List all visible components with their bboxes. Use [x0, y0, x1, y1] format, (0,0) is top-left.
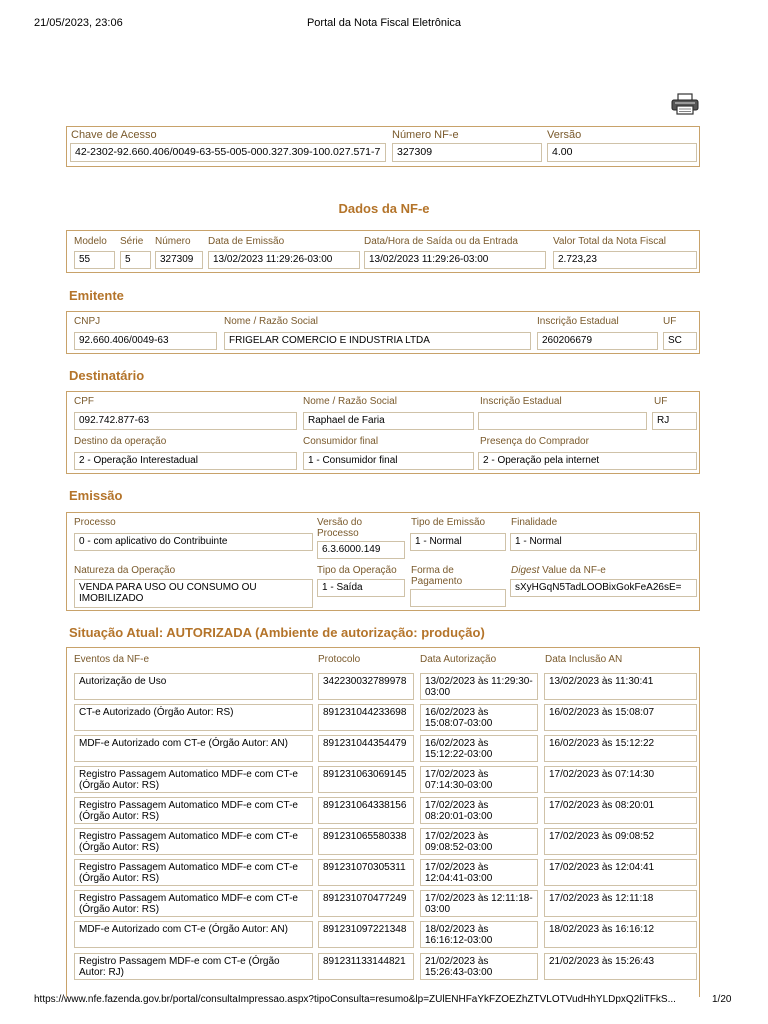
versao-processo-value: 6.3.6000.149	[317, 541, 405, 559]
dados-box	[66, 230, 700, 273]
cpf-value: 092.742.877-63	[74, 412, 297, 430]
cpf-label: CPF	[74, 396, 94, 407]
emitente-box	[66, 311, 700, 354]
digest-label-rest: Value da NF-e	[539, 565, 606, 576]
emissao-value: 13/02/2023 11:29:26-03:00	[208, 251, 360, 269]
header-eventos: Eventos da NF-e	[74, 654, 150, 665]
tipo-emissao-label: Tipo de Emissão	[411, 517, 486, 528]
numero-nfe-label: Número NF-e	[392, 129, 459, 141]
evento-cell: Registro Passagem Automatico MDF-e com CT-e (Órgão Autor: RS)	[74, 828, 313, 855]
data-autorizacao-cell: 17/02/2023 às 12:04:41-03:00	[420, 859, 538, 886]
evento-cell: MDF-e Autorizado com CT-e (Órgão Autor: AN)	[74, 921, 313, 948]
data-inclusao-cell: 17/02/2023 às 12:11:18	[544, 890, 697, 917]
modelo-label: Modelo	[74, 236, 107, 247]
digest-value: sXyHGqN5TadLOOBixGokFeA26sE=	[510, 579, 697, 597]
situacao-title: Situação Atual: AUTORIZADA (Ambiente de autorização: produção)	[69, 625, 485, 640]
versao-value: 4.00	[547, 143, 697, 162]
tipo-operacao-value: 1 - Saída	[317, 579, 405, 597]
emitente-ie-value: 260206679	[537, 332, 658, 350]
finalidade-label: Finalidade	[511, 517, 558, 528]
destinatario-ie-value	[478, 412, 647, 430]
evento-cell: Autorização de Uso	[74, 673, 313, 700]
data-autorizacao-cell: 17/02/2023 às 08:20:01-03:00	[420, 797, 538, 824]
numero-label: Número	[155, 236, 191, 247]
protocolo-cell: 891231097221348	[318, 921, 414, 948]
data-autorizacao-cell: 17/02/2023 às 09:08:52-03:00	[420, 828, 538, 855]
destinatario-title: Destinatário	[69, 368, 145, 383]
data-inclusao-cell: 16/02/2023 às 15:08:07	[544, 704, 697, 731]
cnpj-value: 92.660.406/0049-63	[74, 332, 217, 350]
evento-cell: Registro Passagem MDF-e com CT-e (Órgão Autor: RJ)	[74, 953, 313, 980]
emitente-nome-label: Nome / Razão Social	[224, 316, 318, 327]
tipo-operacao-label: Tipo da Operação	[317, 565, 397, 576]
data-autorizacao-cell: 17/02/2023 às 07:14:30-03:00	[420, 766, 538, 793]
serie-value: 5	[120, 251, 151, 269]
evento-cell: MDF-e Autorizado com CT-e (Órgão Autor: AN)	[74, 735, 313, 762]
consumidor-value: 1 - Consumidor final	[303, 452, 474, 470]
valor-value: 2.723,23	[553, 251, 697, 269]
destinatario-nome-value: Raphael de Faria	[303, 412, 474, 430]
emissao-title: Emissão	[69, 488, 123, 503]
evento-cell: Registro Passagem Automatico MDF-e com CT-e (Órgão Autor: RS)	[74, 766, 313, 793]
data-inclusao-cell: 13/02/2023 às 11:30:41	[544, 673, 697, 700]
data-autorizacao-cell: 16/02/2023 às 15:12:22-03:00	[420, 735, 538, 762]
cnpj-label: CNPJ	[74, 316, 101, 327]
forma-pagamento-label: Forma de Pagamento	[411, 565, 463, 587]
modelo-value: 55	[74, 251, 115, 269]
versao-processo-label: Versão do Processo	[317, 517, 363, 539]
page-number: 1/20	[712, 994, 732, 1005]
header-data-inclusao: Data Inclusão AN	[545, 654, 623, 665]
data-inclusao-cell: 17/02/2023 às 09:08:52	[544, 828, 697, 855]
digest-label	[511, 565, 606, 576]
print-datetime: 21/05/2023, 23:06	[34, 17, 123, 29]
header-protocolo: Protocolo	[318, 654, 361, 665]
consumidor-label: Consumidor final	[303, 436, 379, 447]
valor-label: Valor Total da Nota Fiscal	[553, 236, 667, 247]
numero-value: 327309	[155, 251, 203, 269]
tipo-emissao-value: 1 - Normal	[410, 533, 506, 551]
presenca-label: Presença do Comprador	[480, 436, 589, 447]
emitente-nome-value: FRIGELAR COMERCIO E INDUSTRIA LTDA	[224, 332, 531, 350]
data-autorizacao-cell: 21/02/2023 às 15:26:43-03:00	[420, 953, 538, 980]
protocolo-cell: 891231044233698	[318, 704, 414, 731]
protocolo-cell: 891231133144821	[318, 953, 414, 980]
destino-label: Destino da operação	[74, 436, 167, 447]
emitente-title: Emitente	[69, 288, 124, 303]
chave-value: 42-2302-92.660.406/0049-63-55-005-000.327.309-100.027.571-7	[70, 143, 386, 162]
destinatario-uf-label: UF	[654, 396, 668, 407]
emitente-uf-label: UF	[663, 316, 677, 327]
processo-value: 0 - com aplicativo do Contribuinte	[74, 533, 313, 551]
chave-acesso-box	[66, 126, 700, 167]
evento-cell: Registro Passagem Automatico MDF-e com CT-e (Órgão Autor: RS)	[74, 797, 313, 824]
protocolo-cell: 891231065580338	[318, 828, 414, 855]
printer-icon[interactable]	[671, 93, 699, 115]
evento-cell: Registro Passagem Automatico MDF-e com CT-e (Órgão Autor: RS)	[74, 859, 313, 886]
data-inclusao-cell: 16/02/2023 às 15:12:22	[544, 735, 697, 762]
emitente-uf-value: SC	[663, 332, 697, 350]
data-autorizacao-cell: 16/02/2023 às 15:08:07-03:00	[420, 704, 538, 731]
data-inclusao-cell: 18/02/2023 às 16:16:12	[544, 921, 697, 948]
header-data-autorizacao: Data Autorização	[420, 654, 497, 665]
data-autorizacao-cell: 17/02/2023 às 12:11:18-03:00	[420, 890, 538, 917]
protocolo-cell: 891231064338156	[318, 797, 414, 824]
emissao-box	[66, 512, 700, 611]
destino-value: 2 - Operação Interestadual	[74, 452, 297, 470]
chave-label: Chave de Acesso	[71, 129, 157, 141]
data-inclusao-cell: 21/02/2023 às 15:26:43	[544, 953, 697, 980]
processo-label: Processo	[74, 517, 116, 528]
emitente-ie-label: Inscrição Estadual	[537, 316, 619, 327]
numero-nfe-value: 327309	[392, 143, 542, 162]
data-inclusao-cell: 17/02/2023 às 08:20:01	[544, 797, 697, 824]
protocolo-cell: 891231044354479	[318, 735, 414, 762]
protocolo-cell: 891231070305311	[318, 859, 414, 886]
saida-value: 13/02/2023 11:29:26-03:00	[364, 251, 546, 269]
evento-cell: CT-e Autorizado (Órgão Autor: RS)	[74, 704, 313, 731]
protocolo-cell: 891231063069145	[318, 766, 414, 793]
destinatario-box	[66, 391, 700, 474]
natureza-value: VENDA PARA USO OU CONSUMO OU IMOBILIZADO	[74, 579, 313, 608]
evento-cell: Registro Passagem Automatico MDF-e com CT-e (Órgão Autor: RS)	[74, 890, 313, 917]
emissao-label: Data de Emissão	[208, 236, 285, 247]
data-autorizacao-cell: 18/02/2023 às 16:16:12-03:00	[420, 921, 538, 948]
destinatario-ie-label: Inscrição Estadual	[480, 396, 562, 407]
dados-title: Dados da NF-e	[338, 201, 430, 216]
serie-label: Série	[120, 236, 144, 247]
print-url: https://www.nfe.fazenda.gov.br/portal/consultaImpressao.aspx?tipoConsulta=resumo&lp=ZUlENHFaYkFZOEZhZTVLOTVudHhYLDpxQ2liTFkS...	[34, 994, 676, 1005]
data-inclusao-cell: 17/02/2023 às 07:14:30	[544, 766, 697, 793]
data-autorizacao-cell: 13/02/2023 às 11:29:30-03:00	[420, 673, 538, 700]
protocolo-cell: 891231070477249	[318, 890, 414, 917]
page-title: Portal da Nota Fiscal Eletrônica	[306, 17, 462, 29]
digest-label-italic: Digest	[511, 565, 540, 576]
versao-label: Versão	[547, 129, 582, 141]
saida-label: Data/Hora de Saída ou da Entrada	[364, 236, 518, 247]
destinatario-uf-value: RJ	[652, 412, 697, 430]
data-inclusao-cell: 17/02/2023 às 12:04:41	[544, 859, 697, 886]
presenca-value: 2 - Operação pela internet	[478, 452, 697, 470]
finalidade-value: 1 - Normal	[510, 533, 697, 551]
eventos-box	[66, 647, 700, 997]
forma-pagamento-value	[410, 589, 506, 607]
protocolo-cell: 342230032789978	[318, 673, 414, 700]
natureza-label: Natureza da Operação	[74, 565, 176, 576]
destinatario-nome-label: Nome / Razão Social	[303, 396, 397, 407]
